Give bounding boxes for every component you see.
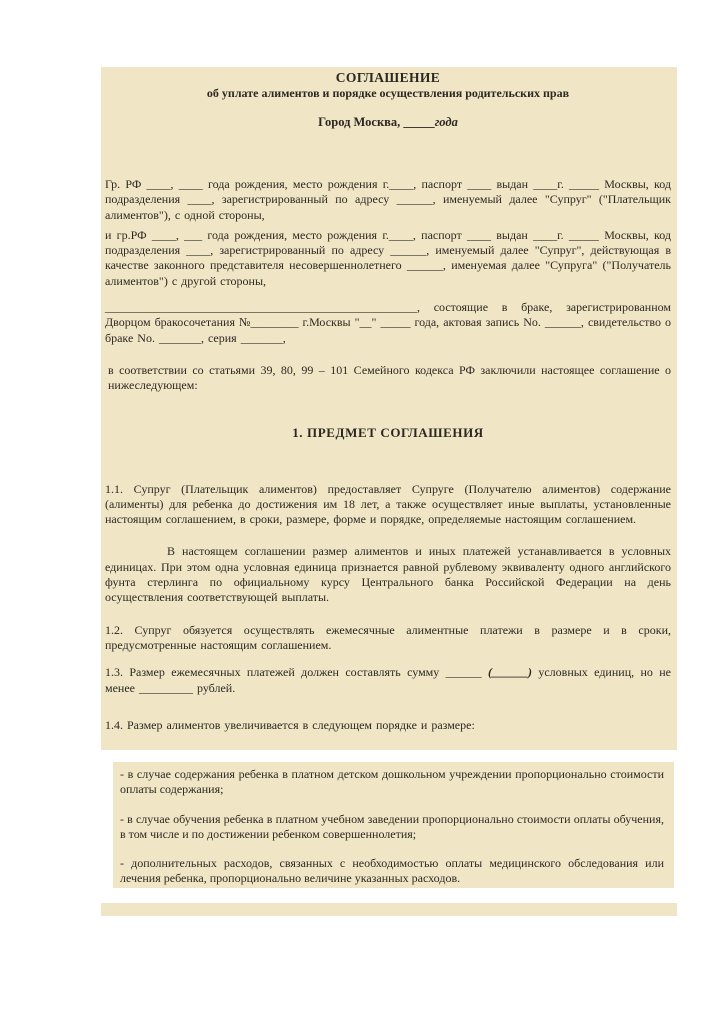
clause-1-3 (105, 665, 671, 696)
clause-1-4: 1.4. Размер алиментов увеличивается в следующем порядке и размере: (105, 717, 475, 732)
next-page-block-edge (101, 903, 677, 916)
paragraph-party1-payer: Гр. РФ ____, ____ года рождения, место рождения г.____, паспорт ____ выдан ____г. _____ Москвы, код подразделения ____, зарегистрированный по адресу ______, именуемый далее "Супруг" ("Плательщик алиментов"), с одной стороны, (105, 177, 671, 222)
place-and-date-line (105, 115, 671, 130)
section-1-heading: 1. ПРЕДМЕТ СОГЛАШЕНИЯ (292, 424, 484, 440)
list-item-education-case: - в случае обучения ребенка в платном учебном заведении пропорционально стоимости оплаты обучения, в том числе и по достижении ребенком совершеннолетия; (120, 811, 664, 841)
paragraph-party2-recipient: и гр.РФ ____, ___ года рождения, место рождения г.____, паспорт ____ выдан ____г. _____ Москвы, код подразделения ____, зарегистрированный по адресу ______, именуемый далее "Супруг", действующая в качестве законного представителя несовершеннолетнего ______, именуемая далее "Супруга" ("Получатель алиментов") с другой стороны, (105, 227, 671, 288)
place-text: Город Москва, _____ (318, 115, 435, 129)
clause-1-2: 1.2. Супруг обязуется осуществлять ежемесячные алиментные платежи в размере и в сроки, предусмотренные настоящим соглашением. (105, 622, 671, 652)
paragraph-marriage-registration: ____________________________________________________, состоящие в браке, зарегистрированном Дворцом бракосочетания №________ г.Москвы "__" _____ года, актовая запись No. ______, свидетельство о браке No. _______, серия _______, (105, 300, 671, 345)
clause-1-3-text-post: условных единиц, но не менее _________ рублей. (105, 665, 671, 695)
clause-1-1-continued: В настоящем соглашении размер алиментов и иных платежей устанавливается в условных единицах. При этом одна условная единица признается равной рублевому эквиваленту одного английского фунта стерлинга по официальному курсу Центрального банка Российской Федерации на день осуществления соответствующей выплаты. (105, 544, 671, 605)
list-item-preschool-case: - в случае содержания ребенка в платном детском дошкольном учреждении пропорционально стоимости оплаты содержания; (120, 767, 664, 797)
agreement-document-body (101, 67, 677, 750)
document-title: СОГЛАШЕНИЕ (335, 70, 441, 85)
paragraph-legal-basis: в соответствии со статьями 39, 80, 99 – 101 Семейного кодекса РФ заключили настоящее соглашение о нижеследующем: (108, 362, 671, 393)
year-word: года (434, 115, 458, 129)
clause-1-3-text-pre: 1.3. Размер ежемесячных платежей должен составлять сумму ______ (105, 665, 488, 680)
document-subtitle: об уплате алиментов и порядке осуществления родительских прав (206, 86, 570, 100)
clause-1-3-blank-parentheses: (______) (487, 665, 532, 680)
list-item-medical-case: - дополнительных расходов, связанных с необходимостью оплаты медицинского обследования или лечения ребенка, пропорционально величине указанных расходов. (120, 856, 664, 886)
increase-cases-list (113, 762, 674, 888)
clause-1-1: 1.1. Супруг (Плательщик алиментов) предоставляет Супруге (Получателю алиментов) содержание (алименты) для ребенка до достижения им 18 лет, а также осуществляет иные выплаты, установленные настоящим соглашением, в сроки, размере, форме и порядке, определяемые настоящим соглашением. (105, 481, 671, 527)
